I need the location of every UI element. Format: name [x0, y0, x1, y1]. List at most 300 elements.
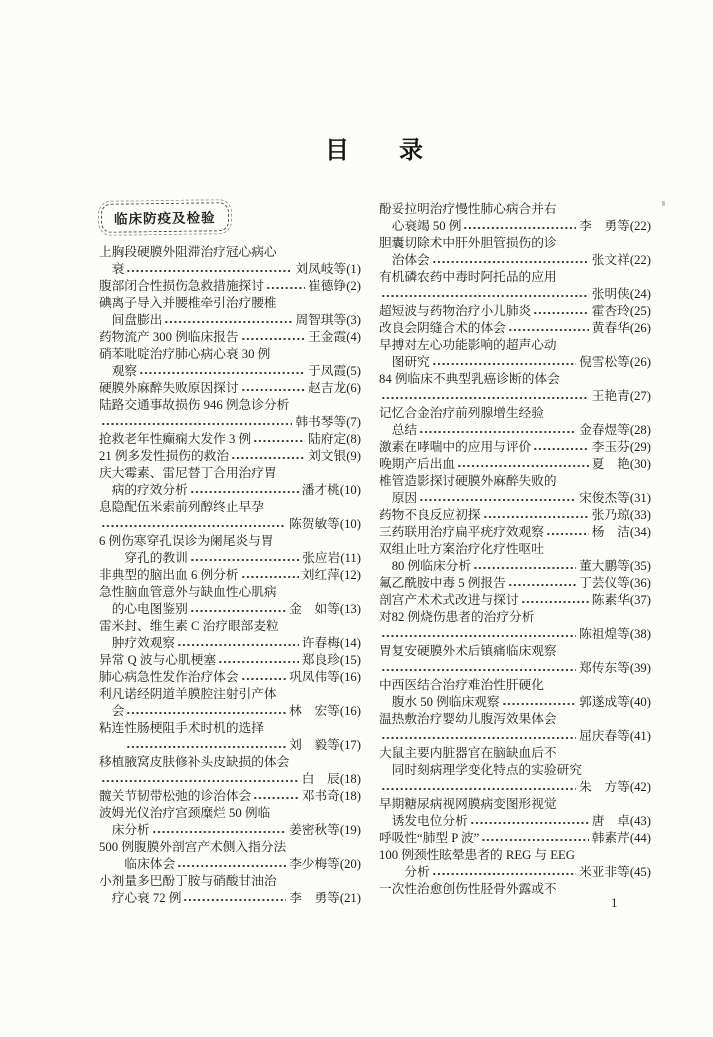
paren-open: ( — [339, 568, 345, 582]
toc-entry-author-page — [579, 779, 651, 796]
toc-entry-title: 抢救老年性癫痫大发作 3 例 — [99, 432, 252, 446]
paren-close: ) — [356, 704, 361, 718]
toc-entry-end-row — [379, 558, 651, 575]
toc-entry — [99, 278, 361, 295]
toc-entry-title: 的心电图鉴别 — [111, 602, 188, 616]
toc-entry-author-page — [289, 516, 361, 533]
dotted-leader — [241, 329, 306, 346]
paren-close: ) — [646, 814, 651, 828]
toc-entry-title-line: 记忆合金治疗前列腺增生经验 — [379, 406, 544, 420]
toc-entry-author: 唐 卓 — [591, 814, 630, 828]
toc-entry-page-number: 16 — [344, 670, 357, 684]
dotted-leader — [253, 431, 305, 448]
toc-entry-author-page — [579, 490, 651, 507]
toc-entry-end-row — [379, 303, 651, 320]
toc-entry-title-line: 早搏对左心功能影响的超声心动 — [379, 338, 557, 352]
paren-close: ) — [356, 602, 361, 616]
toc-entry — [379, 575, 651, 592]
toc-entry-page-number: 41 — [634, 729, 647, 743]
toc-entry-author: 陈祖煌等 — [579, 627, 630, 641]
paren-open: ( — [346, 415, 351, 429]
paren-close: ) — [646, 729, 651, 743]
toc-entry — [99, 754, 361, 788]
toc-entry-author: 王艳青 — [591, 389, 630, 403]
toc-entry — [99, 329, 361, 346]
toc-entry-author: 刘红萍 — [301, 568, 340, 582]
toc-entry — [99, 720, 361, 754]
paren-open: ( — [629, 729, 635, 743]
dotted-leader — [266, 278, 305, 295]
toc-entry-title: 诱发电位分析 — [391, 814, 468, 828]
toc-entry-title: 原因 — [391, 491, 418, 505]
toc-entry — [379, 320, 651, 337]
toc-entry-title-line: 小剂量多巴酚丁胺与硝酸甘油治 — [99, 874, 277, 888]
paren-open: ( — [346, 330, 351, 344]
dotted-leader — [381, 660, 576, 677]
toc-entry-author: 许春梅 — [301, 636, 340, 650]
dotted-leader — [101, 516, 286, 533]
paren-close: ) — [356, 313, 361, 327]
toc-entry-title: 疗心衰 72 例 — [111, 891, 182, 905]
paren-open: ( — [340, 551, 345, 565]
toc-entry-author-page — [592, 439, 651, 456]
paren-open: ( — [339, 789, 345, 803]
dotted-leader — [432, 252, 589, 269]
paren-close: ) — [356, 738, 361, 752]
toc-entry-end-row — [99, 601, 361, 618]
toc-entry — [379, 609, 651, 643]
toc-entry-end-row — [379, 524, 651, 541]
toc-entry-title: 三药联用治疗扁平疣疗效观察 — [379, 525, 544, 539]
toc-entry — [99, 788, 361, 805]
toc-entry-author-page — [289, 601, 361, 618]
dotted-leader — [508, 575, 576, 592]
toc-entry-page-number: 7 — [350, 415, 357, 429]
dotted-leader — [463, 218, 576, 235]
paren-open: ( — [339, 823, 345, 837]
paren-close: ) — [646, 695, 651, 709]
dotted-leader — [483, 507, 589, 524]
toc-entry-author-page — [308, 363, 361, 380]
toc-entry-title-line: 碘离子导入并腰椎牵引治疗腰椎 — [99, 296, 277, 310]
paren-open: ( — [346, 262, 351, 276]
toc-entry — [99, 397, 361, 431]
dotted-leader — [381, 286, 589, 303]
toc-entry-author-page — [302, 550, 361, 567]
toc-entry — [379, 677, 651, 711]
paren-close: ) — [646, 321, 651, 335]
toc-entry-page-number: 18 — [344, 789, 357, 803]
paren-open: ( — [339, 772, 345, 786]
toc-entry-page-number: 44 — [634, 831, 647, 845]
paren-open: ( — [629, 559, 635, 573]
toc-entry-end-row — [99, 380, 361, 397]
dotted-leader — [419, 490, 576, 507]
toc-entry-page-number: 10 — [344, 483, 357, 497]
toc-entry-author-page — [592, 592, 651, 609]
paren-close: ) — [646, 389, 651, 403]
paren-close: ) — [356, 568, 361, 582]
toc-entry-page-number: 13 — [344, 602, 357, 616]
toc-entry — [379, 541, 651, 575]
paren-open: ( — [339, 636, 345, 650]
toc-entry — [379, 745, 651, 796]
toc-entry-title-line: 利凡诺经阴道羊膜腔注射引产体 — [99, 687, 277, 701]
dotted-leader — [231, 448, 305, 465]
toc-entry-author: 崔德铮 — [308, 279, 347, 293]
paren-open: ( — [629, 865, 635, 879]
dotted-leader — [481, 830, 588, 847]
toc-entry-title: 分析 — [404, 865, 430, 879]
toc-entry-title-line: 硝苯吡啶治疗肺心病心衰 30 例 — [99, 347, 271, 361]
toc-entry-title: 异常 Q 波与心肌梗塞 — [99, 653, 217, 667]
toc-entry — [379, 456, 651, 473]
toc-entry-author: 韩素芹 — [591, 831, 630, 845]
toc-entry-author-page — [579, 218, 651, 235]
paren-open: ( — [346, 449, 351, 463]
toc-entry-title: 硬膜外麻醉失败原因探讨 — [99, 381, 239, 395]
toc-entry — [99, 805, 361, 839]
toc-entry-page-number: 33 — [634, 508, 647, 522]
toc-entry-page-number: 25 — [634, 304, 647, 318]
toc-entry-page-number: 34 — [634, 525, 647, 539]
toc-entry — [99, 380, 361, 397]
toc-entry-title: 呼吸性“肺型 P 波” — [379, 831, 480, 845]
toc-entry-title-line: 双组止吐方案治疗化疗性呕吐 — [379, 542, 544, 556]
toc-entry-end-row — [99, 856, 361, 873]
toc-entry-end-row — [99, 652, 361, 669]
toc-entries-left — [99, 244, 361, 907]
paren-close: ) — [356, 857, 361, 871]
toc-entry — [99, 244, 361, 278]
toc-entry-author: 巩凤伟等 — [289, 670, 340, 684]
toc-entry-title: 肺心病急性发作治疗体会 — [99, 670, 239, 684]
toc-entry-title: 图研究 — [391, 355, 430, 369]
toc-entry-title: 会 — [111, 704, 125, 718]
toc-entry-title: 改良会阴缝合术的体会 — [379, 321, 506, 335]
toc-entry-end-row — [99, 737, 361, 754]
paren-close: ) — [646, 355, 651, 369]
toc-entry-page-number: 22 — [634, 253, 647, 267]
toc-entry-author-page — [308, 380, 361, 397]
paren-close: ) — [646, 661, 651, 675]
toc-entry-title-line: 对82 例烧伤患者的治疗分析 — [379, 610, 535, 624]
toc-entry-page-number: 10 — [344, 517, 357, 531]
toc-entry-title: 总结 — [391, 423, 418, 437]
toc-entry-end-row — [379, 439, 651, 456]
toc-entry — [379, 439, 651, 456]
toc-entry-page-number: 29 — [634, 440, 647, 454]
dotted-leader — [241, 380, 306, 397]
paren-open: ( — [629, 695, 635, 709]
paren-open: ( — [629, 423, 635, 437]
toc-entry-title: 治体会 — [391, 253, 430, 267]
dotted-leader — [126, 703, 286, 720]
toc-entry-title-line: 上胸段硬膜外阻滞治疗冠心病心 — [99, 245, 277, 259]
section-badge: 临床防疫及检验 — [101, 202, 229, 233]
toc-entry-title-line: 椎管造影探讨硬膜外麻醉失败的 — [379, 474, 557, 488]
toc-entry-page-number: 20 — [344, 857, 357, 871]
paren-close: ) — [646, 780, 651, 794]
toc-entry-page-number: 12 — [344, 568, 357, 582]
toc-entry-title: 剖宫产术术式改进与探讨 — [379, 593, 519, 607]
toc-entry-author: 刘文银 — [308, 449, 347, 463]
toc-entry-author-page — [295, 312, 361, 329]
paren-open: ( — [629, 355, 635, 369]
toc-entry-end-row — [99, 822, 361, 839]
toc-entry-author-page — [289, 737, 361, 754]
toc-entry-page-number: 2 — [350, 279, 357, 293]
toc-entry-title: 肿疗效观察 — [111, 636, 176, 650]
dotted-leader — [190, 482, 299, 499]
toc-entry-end-row — [379, 830, 651, 847]
toc-entry — [379, 371, 651, 405]
toc-entry-author: 陆府定 — [308, 432, 347, 446]
dotted-leader — [546, 524, 589, 541]
toc-entry-end-row — [99, 890, 361, 907]
toc-entry-author: 邓书奇 — [301, 789, 340, 803]
paren-open: ( — [346, 364, 351, 378]
toc-entry-title-line: 波姆光仪治疗宫颈糜烂 50 例临 — [99, 806, 271, 820]
toc-column-left — [99, 201, 361, 907]
toc-entry-end-row — [379, 218, 651, 235]
toc-entry-author-page — [289, 669, 361, 686]
toc-entry-author: 张乃琼 — [591, 508, 630, 522]
toc-entry-author: 张文祥 — [591, 253, 630, 267]
toc-entry-author: 金春煜等 — [579, 423, 630, 437]
paren-open: ( — [339, 704, 345, 718]
paren-close: ) — [356, 823, 361, 837]
toc-entry-author: 屈庆春等 — [579, 729, 630, 743]
paren-close: ) — [646, 525, 651, 539]
toc-entry-author-page — [592, 813, 651, 830]
toc-entry — [99, 652, 361, 669]
toc-entry-author-page — [289, 890, 361, 907]
toc-entry-title: 床分析 — [111, 823, 150, 837]
toc-entry-author-page — [579, 558, 651, 575]
toc-entry — [379, 711, 651, 745]
toc-entry-author-page — [592, 830, 651, 847]
toc-entry — [379, 507, 651, 524]
toc-entry-author-page — [295, 414, 361, 431]
toc-entry-author: 张明侠 — [591, 287, 630, 301]
toc-entry-title: 临床体会 — [124, 857, 176, 871]
paren-open: ( — [339, 602, 345, 616]
toc-entry — [99, 465, 361, 499]
paren-open: ( — [346, 381, 351, 395]
toc-entry-page-number: 35 — [634, 559, 647, 573]
dotted-leader — [381, 388, 589, 405]
paren-open: ( — [629, 491, 635, 505]
toc-columns — [99, 201, 651, 907]
paren-open: ( — [339, 483, 345, 497]
toc-entry-author-page — [295, 261, 361, 278]
toc-entry-author: 刘 毅等 — [289, 738, 340, 752]
dotted-leader — [253, 788, 299, 805]
toc-entry-title: 观察 — [111, 364, 138, 378]
toc-entry-author-page — [308, 278, 361, 295]
toc-entry-title-line: 500 例腹膜外剖宫产术侧入指分法 — [99, 840, 287, 854]
toc-entry-author: 白 辰 — [301, 772, 340, 786]
toc-entry — [99, 618, 361, 652]
toc-entry-end-row — [379, 592, 651, 609]
paren-open: ( — [629, 814, 635, 828]
dotted-leader — [101, 414, 292, 431]
toc-entry-page-number: 11 — [344, 551, 357, 565]
paren-open: ( — [339, 738, 345, 752]
toc-entry-page-number: 43 — [634, 814, 647, 828]
toc-entry-author: 夏 艳 — [591, 457, 630, 471]
toc-entry-author-page — [579, 694, 651, 711]
toc-entry-author-page — [302, 635, 361, 652]
toc-entry-page-number: 21 — [344, 891, 357, 905]
toc-entry — [99, 584, 361, 618]
paren-close: ) — [646, 491, 651, 505]
toc-entry-title: 药物流产 300 例临床报告 — [99, 330, 239, 344]
folio-page-number: 1 — [611, 895, 618, 910]
toc-entry-author: 霍杏玲 — [591, 304, 630, 318]
dotted-leader — [502, 694, 577, 711]
toc-entry-author: 李玉芬 — [591, 440, 630, 454]
toc-entry — [379, 337, 651, 371]
toc-entry-end-row — [379, 252, 651, 269]
dotted-leader — [521, 592, 589, 609]
paren-open: ( — [339, 857, 345, 871]
toc-entry — [99, 669, 361, 686]
toc-entry-author-page — [579, 422, 651, 439]
toc-entry-page-number: 8 — [350, 432, 357, 446]
toc-entry-title: 氟乙酰胺中毒 5 例报告 — [379, 576, 506, 590]
toc-entry-author-page — [592, 286, 651, 303]
toc-entry-author-page — [579, 354, 651, 371]
page-title: 目 录 — [325, 138, 425, 164]
toc-entry-end-row — [379, 354, 651, 371]
toc-entry-title-line: 胆囊切除术中肝外胆管损伤的诊 — [379, 236, 557, 250]
toc-entry — [99, 295, 361, 329]
toc-entry-author: 李少梅等 — [289, 857, 340, 871]
paren-close: ) — [356, 636, 361, 650]
toc-entry-author-page — [592, 303, 651, 320]
toc-entry-end-row — [99, 312, 361, 329]
paren-open: ( — [629, 219, 635, 233]
toc-entry-page-number: 27 — [634, 389, 647, 403]
paren-close: ) — [356, 670, 361, 684]
toc-entry-page-number: 42 — [634, 780, 647, 794]
toc-entry-page-number: 17 — [344, 738, 357, 752]
toc-entry — [99, 499, 361, 533]
toc-entry-page-number: 9 — [350, 449, 357, 463]
dotted-leader — [241, 567, 299, 584]
toc-entry-title-line: 84 例临床不典型乳癌诊断的体会 — [379, 372, 560, 386]
toc-entry-author: 姜密秋等 — [289, 823, 340, 837]
toc-entry — [379, 592, 651, 609]
toc-entry-title-line: 急性脑血管意外与缺血性心肌病 — [99, 585, 277, 599]
paren-open: ( — [629, 253, 635, 267]
toc-entry — [99, 431, 361, 448]
paren-open: ( — [339, 891, 345, 905]
toc-entry-author-page — [302, 788, 361, 805]
toc-entry-page-number: 39 — [634, 661, 647, 675]
toc-entry-end-row — [99, 363, 361, 380]
toc-entry-title-line: 移植腋窝皮肤修补头皮缺损的体会 — [99, 755, 290, 769]
toc-entry-page-number: 15 — [344, 653, 357, 667]
paren-open: ( — [339, 653, 345, 667]
toc-entry-page-number: 26 — [634, 355, 647, 369]
toc-entry — [379, 830, 651, 847]
dotted-leader — [533, 439, 589, 456]
paren-close: ) — [356, 449, 361, 463]
toc-entry-author: 李 勇等 — [579, 219, 630, 233]
toc-entry-title-line: 温热敷治疗婴幼儿腹泻效果体会 — [379, 712, 557, 726]
toc-entry-end-row — [379, 728, 651, 745]
toc-page — [99, 130, 651, 907]
toc-entry-title: 心衰竭 50 例 — [391, 219, 462, 233]
toc-entry-author: 郑良珍 — [301, 653, 340, 667]
paren-close: ) — [356, 432, 361, 446]
toc-entry-page-number: 5 — [350, 364, 357, 378]
toc-entry-author-page — [592, 252, 651, 269]
toc-entry-author: 周智琪等 — [295, 313, 347, 327]
paren-close: ) — [356, 517, 361, 531]
toc-entry-end-row — [379, 507, 651, 524]
toc-entry-title-line: 早期糖尿病视网膜病变图形视觉 — [379, 797, 557, 811]
toc-entry-end-row — [379, 575, 651, 592]
paren-close: ) — [356, 415, 361, 429]
toc-entry-author-page — [592, 524, 651, 541]
toc-entry-end-row — [379, 286, 651, 303]
toc-entry-end-row — [379, 813, 651, 830]
paren-close: ) — [646, 508, 651, 522]
toc-entry-title: 药物不良反应初探 — [379, 508, 481, 522]
toc-entry-author: 宋俊杰等 — [579, 491, 630, 505]
dotted-leader — [190, 550, 299, 567]
toc-entry-end-row — [379, 490, 651, 507]
toc-entry-title-line: 大鼠主要内脏器官在脑缺血后不 — [379, 746, 557, 760]
toc-entry-page-number: 36 — [634, 576, 647, 590]
toc-entry-author-page — [302, 771, 361, 788]
paren-open: ( — [629, 287, 635, 301]
paren-open: ( — [339, 670, 345, 684]
dotted-leader — [533, 303, 589, 320]
paren-close: ) — [646, 576, 651, 590]
paren-open: ( — [339, 517, 345, 531]
toc-entry-page-number: 19 — [344, 823, 357, 837]
dotted-leader — [190, 601, 286, 618]
toc-entry — [99, 839, 361, 873]
toc-entry-author: 郭遂成等 — [579, 695, 630, 709]
toc-entry-author-page — [302, 567, 361, 584]
toc-entry-title-line: 酚妥拉明治疗慢性肺心病合并右 — [379, 202, 557, 216]
toc-entry-title-line: 雷米封、维生素 C 治疗眼部麦粒 — [99, 619, 279, 633]
paren-open: ( — [629, 831, 635, 845]
dotted-leader — [508, 320, 589, 337]
toc-entry — [99, 873, 361, 907]
toc-entry-title-line: 6 例伤寒穿孔误诊为阑尾炎与胃 — [99, 534, 274, 548]
toc-entry-end-row — [379, 864, 651, 881]
paren-close: ) — [646, 440, 651, 454]
toc-entry-author-page — [579, 864, 651, 881]
dotted-leader — [126, 737, 286, 754]
toc-entry — [379, 643, 651, 677]
toc-entry-end-row — [99, 669, 361, 686]
scan-speck — [662, 201, 665, 206]
toc-entry-end-row — [379, 456, 651, 473]
toc-entry-author: 赵吉龙 — [308, 381, 347, 395]
toc-entry-author-page — [592, 456, 651, 473]
paren-close: ) — [646, 627, 651, 641]
toc-entry — [99, 686, 361, 720]
toc-entry-page-number: 4 — [350, 330, 357, 344]
